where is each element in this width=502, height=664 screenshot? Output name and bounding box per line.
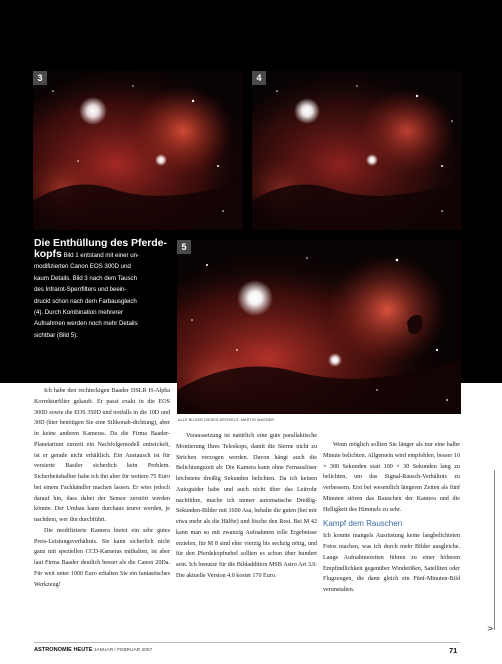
caption-line: Aufnahmen werden noch mehr Details xyxy=(34,320,138,328)
paragraph: Die modifizierte Kamera bietet ein sehr gutes Preis-Leistungsverhältnis. Sie kann sicherlich nicht ganz mit speziellen CCD-Kameras mithalten, ist aber laut Firma Baader deutlich besser als die Canon 20Da. Für weit unter 1000 Euro erhalten Sie ein fantastisches Werkzeug! xyxy=(34,527,170,588)
margin-rule xyxy=(494,470,495,630)
caption-line: druckt schon nach dem Farbausgleich xyxy=(34,297,137,305)
continue-arrow-icon: > xyxy=(487,624,494,633)
paragraph: Ich konnte mangels Ausrüstung keine langbelichteten Fotos machen, was ich durch mehr Bilder ausgleiche. Lange Aufnahmezeiten führen zu einer höheren Empfindlichkeit gegenüber Windstößen, Satelliten oder Flugzeugen, die dann gleich ein Fünf-Minuten-Bild verunstalten. xyxy=(323,533,460,593)
caption-title: Die Enthüllung des Pferde- xyxy=(34,237,167,249)
caption-title-word: kopfs xyxy=(34,248,62,260)
caption-line-1 xyxy=(34,249,170,261)
caption-line: modifizierten Canon EOS 300D und xyxy=(34,263,131,271)
caption-line: (4). Durch Kombination mehrerer xyxy=(34,309,123,317)
caption-line: sichtbar (Bild 5). xyxy=(34,331,78,339)
footer-rule xyxy=(34,642,460,643)
section-subheading: Kampf dem Rauschen xyxy=(323,519,403,529)
figure-caption xyxy=(34,238,170,341)
paragraph: Voraussetzung ist natürlich eine gute parallaktische Montierung Ihres Teleskops, damit die Sterne nicht zu Strichen verzogen werden. Davon hängt auch die Belichtungszeit ab: Die Kamera kann ohne Fernauslöser höchstens dreißig Sekunden belichten. Da ich keinen Autoguider habe und auch nicht über das Leitrohr nachführe, mache ich immer automatische Dreißig-Sekunden-Bilder mit 1600 Asa, behalte die guten (bei mir etwa mehr als die Hälfte) und lösche den Rest. Bei M 42 kann man so mit zwanzig Aufnahmen tolle Ergebnisse erzielen, für M 8 sind eher vierzig bis sechzig nötig, und für den Pferdekopfnebel sollten es schon über hundert sein. Ich benutze für die Bildaddition MSB Astro Art 3.0. Die aktuelle Version 4.0 kostet 170 Euro. xyxy=(176,433,317,579)
photo-credit: ALLE BILDER DIESES ARTIKELS: MARTIN WAGNER xyxy=(178,418,275,422)
nebula-photo-5 xyxy=(177,240,461,414)
nebula-photo-3 xyxy=(33,71,243,230)
page-footer xyxy=(34,647,152,653)
image-badge-3: 3 xyxy=(33,71,47,85)
magazine-name: ASTRONOMIE HEUTE xyxy=(34,647,93,653)
image-badge-4: 4 xyxy=(252,71,266,85)
text-column-1 xyxy=(34,386,170,590)
image-badge-5: 5 xyxy=(177,240,191,254)
paragraph: Ich habe den rechteckigen Baader DSLR H-Alpha Korrekturfilter gekauft. Er passt exakt in die EOS 300D sowie die EOS 350D und notfalls in die 10D und 30D (hier benötigen Sie eine Silikonab-dichtung), aber in keine anderen Kameras. Da die Firma Baader-Planetarium zurzeit ein Nachfolgemodell entwickelt, ist er gerade nicht erhältlich. Ein Austausch ist für versierte Bastler sicherlich kein Problem. Sicherheitshalber habe ich ihn aber für weitere 75 Euro bei einem Fachhändler machen lassen. Er wies jedoch darauf hin, dass dabei der Sensor zerstört werden könnte. Der Umbau kann durchaus teurer werden, je nachdem, wer ihn durchführt. xyxy=(34,388,170,523)
issue-date: JANUAR / FEBRUAR 2007 xyxy=(94,648,153,653)
paragraph: Wenn möglich sollten Sie länger als nur eine halbe Minute belichten. Allgemein wird empfohlen, besser 10 × 300 Sekunden statt 100 × 30 Sekunden lang zu belichten, um das Signal-Rausch-Verhältnis zu verbessern. Erst bei wesentlich längeren Zeiten als fünf Minuten stören das Rauschen der Kamera und die Helligkeit des Himmels zu sehr. xyxy=(323,442,460,513)
page-number: 71 xyxy=(449,646,458,655)
caption-line: kaum Details. Bild 3 nach dem Tausch xyxy=(34,274,137,282)
nebula-photo-4 xyxy=(252,71,462,230)
text-column-2 xyxy=(176,431,317,582)
caption-text-1: Bild 1 entstand mit einer un- xyxy=(63,252,140,259)
caption-line: des Infrarot-Sperrfilters und beein- xyxy=(34,286,127,294)
text-column-3 xyxy=(323,440,460,596)
